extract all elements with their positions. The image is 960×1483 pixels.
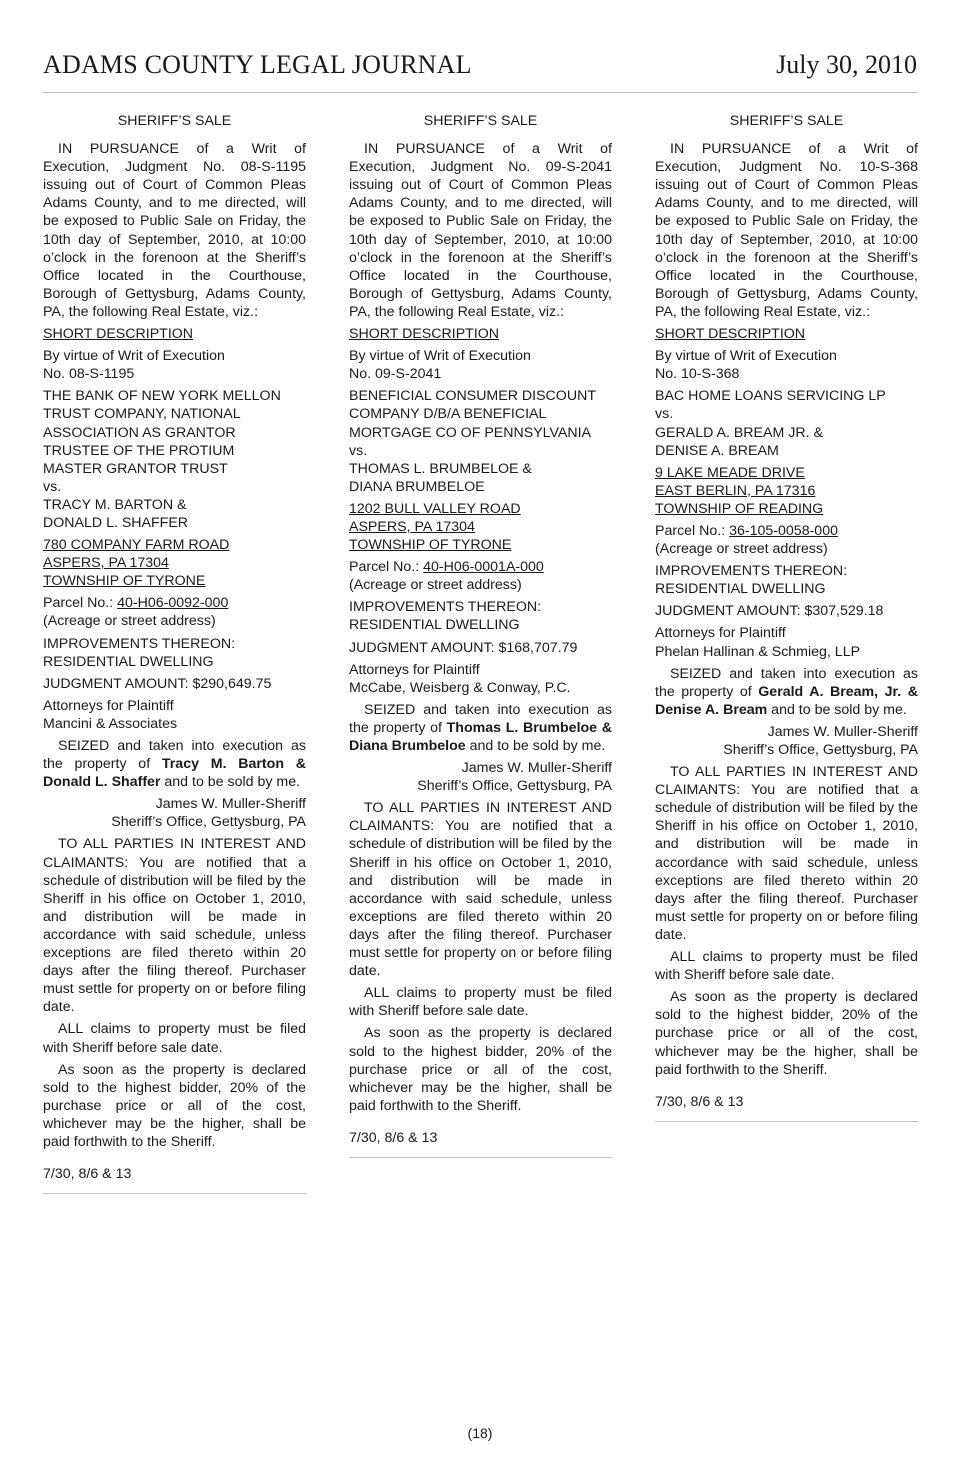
sheriff-name: James W. Muller-Sheriff	[767, 723, 918, 740]
sheriff-signature	[655, 723, 918, 759]
improvements-label: IMPROVEMENTS THEREON:	[43, 635, 236, 652]
improvements-value: RESIDENTIAL DWELLING	[43, 653, 214, 670]
payment-notice: As soon as the property is declared sold to the highest bidder, 20% of the purchase price or all of the cost, whichever may be the higher, shall be paid forthwith to the Sheriff.	[655, 989, 918, 1078]
notice-intro: IN PURSUANCE of a Writ of Execution, Judgment No. 10-S-368 issuing out of Court of Common Pleas Adams County, and to me directed, will be exposed to Public Sale on Friday, the 10th day of September, 2010, at 10:00 o’clock in the forenoon at the Sheriff’s Office located in the Courthouse, Borough of Gettysburg, Adams County, PA, the following Real Estate, viz.:	[655, 141, 918, 320]
party-line: COMPANY D/B/A BENEFICIAL	[349, 406, 547, 423]
acreage-note: (Acreage or street address)	[349, 577, 522, 594]
party-line: THOMAS L. BRUMBELOE &	[349, 460, 532, 477]
address-line: 9 LAKE MEADE DRIVE	[655, 464, 805, 481]
case-parties	[43, 387, 306, 532]
notice-heading: SHERIFF’S SALE	[117, 113, 232, 129]
party-line: BENEFICIAL CONSUMER DISCOUNT	[349, 388, 596, 405]
party-line: TRUSTEE OF THE PROTIUM	[43, 442, 235, 459]
party-line: THE BANK OF NEW YORK MELLON	[43, 388, 281, 405]
party-line: vs.	[655, 406, 674, 423]
notice-column	[349, 112, 612, 1158]
writ-line: By virtue of Writ of Execution	[43, 348, 225, 365]
property-address	[43, 536, 306, 590]
masthead	[43, 50, 917, 93]
notice-heading: SHERIFF’S SALE	[423, 113, 538, 129]
notice-divider	[655, 1121, 918, 1122]
publication-dates: 7/30, 8/6 & 13	[655, 1093, 744, 1110]
payment-notice: As soon as the property is declared sold to the highest bidder, 20% of the purchase price or all of the cost, whichever may be the higher, shall be paid forthwith to the Sheriff.	[43, 1061, 306, 1150]
improvements	[43, 635, 306, 671]
parcel-number: 40-H06-0092-000	[117, 595, 229, 612]
publication-dates: 7/30, 8/6 & 13	[349, 1129, 438, 1146]
seized-statement: SEIZED and taken into execution as the property of Tracy M. Barton & Donald L. Shaffer and to be sold by me.	[43, 738, 306, 791]
distribution-notice: TO ALL PARTIES IN INTEREST AND CLAIMANTS: You are notified that a schedule of distribution will be filed by the Sheriff in his office on October 1, 2010, and distribution will be made in accordance with said schedule, unless exceptions are filed thereto within 20 days after the filing thereof. Purchaser must settle for property on or before filing date.	[43, 836, 306, 1016]
improvements-value: RESIDENTIAL DWELLING	[655, 581, 826, 598]
distribution-notice: TO ALL PARTIES IN INTEREST AND CLAIMANTS: You are notified that a schedule of distribution will be filed by the Sheriff in his office on October 1, 2010, and distribution will be made in accordance with said schedule, unless exceptions are filed thereto within 20 days after the filing thereof. Purchaser must settle for property on or before filing date.	[655, 764, 918, 943]
seized-statement: SEIZED and taken into execution as the property of Gerald A. Bream, Jr. & Denise A. Bream and to be sold by me.	[655, 665, 918, 718]
party-line: GERALD A. BREAM JR. &	[655, 424, 823, 441]
attorneys-name: Mancini & Associates	[43, 715, 178, 732]
sheriff-office: Sheriff’s Office, Gettysburg, PA	[111, 814, 306, 831]
case-parties	[655, 387, 918, 459]
writ-number: No. 09-S-2041	[349, 366, 442, 383]
seized-statement: SEIZED and taken into execution as the property of Thomas L. Brumbeloe & Diana Brumbeloe and to be sold by me.	[349, 701, 612, 754]
judgment-amount: JUDGMENT AMOUNT: $290,649.75	[43, 675, 272, 692]
sheriff-signature	[349, 759, 612, 795]
sheriff-office: Sheriff’s Office, Gettysburg, PA	[723, 742, 918, 758]
writ-number: No. 08-S-1195	[43, 366, 135, 383]
address-line: 780 COMPANY FARM ROAD	[43, 537, 230, 554]
payment-notice: As soon as the property is declared sold to the highest bidder, 20% of the purchase price or all of the cost, whichever may be the higher, shall be paid forthwith to the Sheriff.	[349, 1025, 612, 1114]
sheriff-name: James W. Muller-Sheriff	[155, 796, 306, 813]
notice-intro: IN PURSUANCE of a Writ of Execution, Judgment No. 09-S-2041 issuing out of Court of Common Pleas Adams County, and to me directed, will be exposed to Public Sale on Friday, the 10th day of September, 2010, at 10:00 o’clock in the forenoon at the Sheriff’s Office located in the Courthouse, Borough of Gettysburg, Adams County, PA, the following Real Estate, viz.:	[349, 141, 612, 320]
parcel-label: Parcel No.:	[349, 559, 424, 576]
claims-notice: ALL claims to property must be filed with Sheriff before sale date.	[43, 1021, 306, 1056]
notice-heading: SHERIFF’S SALE	[729, 113, 844, 129]
attorneys	[349, 661, 612, 697]
party-line: MASTER GRANTOR TRUST	[43, 460, 228, 477]
party-line: DONALD L. SHAFFER	[43, 514, 189, 531]
claims-notice: ALL claims to property must be filed with Sheriff before sale date.	[655, 949, 918, 984]
sheriff-office: Sheriff’s Office, Gettysburg, PA	[417, 778, 612, 795]
improvements	[349, 598, 612, 634]
party-line: TRACY M. BARTON &	[43, 496, 187, 513]
property-owners: Tracy M. Barton & Donald L. Shaffer	[43, 756, 306, 791]
journal-title: ADAMS COUNTY LEGAL JOURNAL	[43, 50, 472, 79]
claims-notice: ALL claims to property must be filed with Sheriff before sale date.	[349, 985, 612, 1020]
attorneys-name: Phelan Hallinan & Schmieg, LLP	[655, 643, 861, 660]
page-number: (18)	[467, 1425, 493, 1441]
case-parties	[349, 387, 612, 496]
attorneys	[655, 624, 918, 660]
property-address	[655, 464, 918, 518]
parcel-number: 36-105-0058-000	[729, 522, 838, 539]
short-description-label: SHORT DESCRIPTION	[43, 326, 194, 343]
party-line: BAC HOME LOANS SERVICING LP	[655, 388, 886, 405]
parcel-info	[349, 558, 612, 594]
writ-reference	[43, 347, 306, 383]
improvements-value: RESIDENTIAL DWELLING	[349, 617, 520, 634]
party-line: vs.	[43, 478, 62, 495]
address-line: TOWNSHIP OF READING	[655, 500, 824, 517]
attorneys-label: Attorneys for Plaintiff	[655, 625, 786, 642]
address-line: ASPERS, PA 17304	[43, 555, 169, 572]
address-line: 1202 BULL VALLEY ROAD	[349, 500, 521, 517]
acreage-note: (Acreage or street address)	[43, 613, 216, 630]
notice-intro: IN PURSUANCE of a Writ of Execution, Judgment No. 08-S-1195 issuing out of Court of Common Pleas Adams County, and to me directed, will be exposed to Public Sale on Friday, the 10th day of September, 2010, at 10:00 o’clock in the forenoon at the Sheriff’s Office located in the Courthouse, Borough of Gettysburg, Adams County, PA, the following Real Estate, viz.:	[43, 141, 306, 320]
writ-line: By virtue of Writ of Execution	[349, 348, 531, 365]
sheriff-name: James W. Muller-Sheriff	[461, 760, 612, 777]
judgment-amount: JUDGMENT AMOUNT: $307,529.18	[655, 603, 884, 620]
parcel-number: 40-H06-0001A-000	[423, 559, 544, 576]
writ-number: No. 10-S-368	[655, 366, 740, 383]
attorneys-label: Attorneys for Plaintiff	[349, 661, 480, 678]
notice-divider	[349, 1157, 612, 1158]
party-line: TRUST COMPANY, NATIONAL	[43, 406, 241, 423]
writ-reference	[655, 347, 918, 383]
notice-column	[655, 112, 918, 1122]
parcel-label: Parcel No.:	[43, 595, 118, 612]
party-line: MORTGAGE CO OF PENNSYLVANIA	[349, 424, 592, 441]
party-line: DIANA BRUMBELOE	[349, 478, 485, 495]
party-line: vs.	[349, 442, 368, 459]
improvements	[655, 562, 918, 598]
short-description-label: SHORT DESCRIPTION	[349, 326, 500, 343]
improvements-label: IMPROVEMENTS THEREON:	[655, 563, 848, 580]
improvements-label: IMPROVEMENTS THEREON:	[349, 599, 542, 616]
address-line: TOWNSHIP OF TYRONE	[349, 537, 512, 554]
party-line: ASSOCIATION AS GRANTOR	[43, 424, 236, 441]
address-line: TOWNSHIP OF TYRONE	[43, 573, 206, 590]
writ-line: By virtue of Writ of Execution	[655, 348, 837, 365]
acreage-note: (Acreage or street address)	[655, 541, 828, 558]
attorneys-label: Attorneys for Plaintiff	[43, 697, 174, 714]
attorneys	[43, 697, 306, 733]
distribution-notice: TO ALL PARTIES IN INTEREST AND CLAIMANTS: You are notified that a schedule of distribution will be filed by the Sheriff in his office on October 1, 2010, and distribution will be made in accordance with said schedule, unless exceptions are filed thereto within 20 days after the filing thereof. Purchaser must settle for property on or before filing date.	[349, 800, 612, 980]
short-description-label: SHORT DESCRIPTION	[655, 326, 806, 343]
judgment-amount: JUDGMENT AMOUNT: $168,707.79	[349, 639, 578, 656]
address-line: ASPERS, PA 17304	[349, 518, 475, 535]
notice-divider	[43, 1193, 306, 1194]
notice-column	[43, 112, 306, 1194]
address-line: EAST BERLIN, PA 17316	[655, 482, 816, 499]
property-owners: Thomas L. Brumbeloe & Diana Brumbeloe	[349, 719, 612, 754]
sheriff-signature	[43, 795, 306, 831]
writ-reference	[349, 347, 612, 383]
parcel-info	[655, 522, 918, 558]
publication-dates: 7/30, 8/6 & 13	[43, 1166, 132, 1183]
attorneys-name: McCabe, Weisberg & Conway, P.C.	[349, 679, 571, 696]
issue-date: July 30, 2010	[776, 50, 917, 79]
property-owners: Gerald A. Bream, Jr. & Denise A. Bream	[655, 683, 918, 718]
property-address	[349, 500, 612, 554]
party-line: DENISE A. BREAM	[655, 442, 779, 459]
parcel-label: Parcel No.:	[655, 522, 730, 539]
parcel-info	[43, 594, 306, 630]
